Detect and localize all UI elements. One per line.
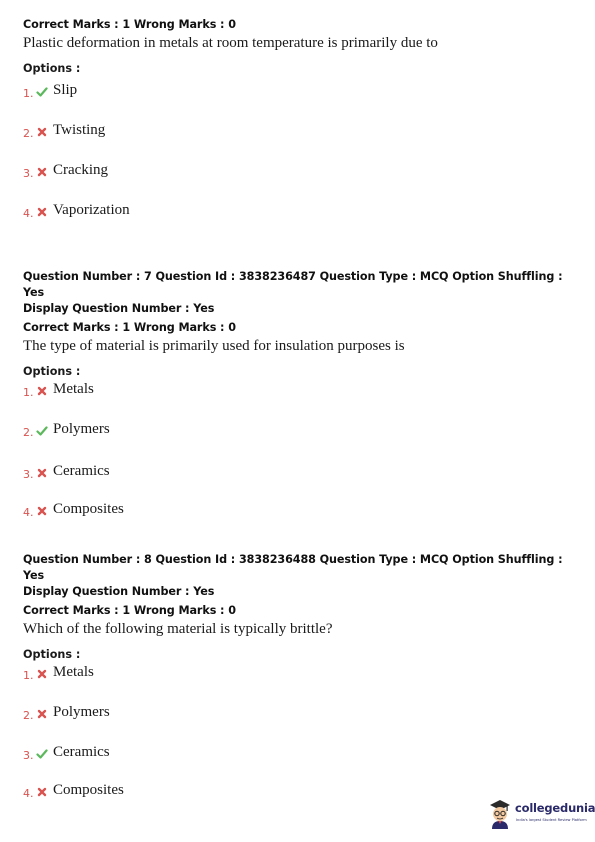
option-item <box>23 81 583 101</box>
option-text: Metals <box>53 381 94 397</box>
check-icon <box>36 748 48 760</box>
option-item <box>23 743 583 763</box>
option-number: 3. <box>23 167 34 180</box>
option-item <box>23 201 583 221</box>
collegedunia-logo <box>488 797 595 831</box>
marks-line: Correct Marks : 1 Wrong Marks : 0 <box>23 321 236 334</box>
cross-icon <box>36 166 48 178</box>
option-item <box>23 161 583 181</box>
cross-icon <box>36 206 48 218</box>
logo-tagline: India's largest Student Review Platform <box>516 818 587 822</box>
question-text: Plastic deformation in metals at room temperature is primarily due to <box>23 35 438 51</box>
cross-icon <box>36 505 48 517</box>
marks-line: Correct Marks : 1 Wrong Marks : 0 <box>23 604 236 617</box>
cross-icon <box>36 126 48 138</box>
cross-icon <box>36 708 48 720</box>
question-text: The type of material is primarily used for insulation purposes is <box>23 338 405 354</box>
display-line: Display Question Number : Yes <box>23 302 215 315</box>
option-number: 1. <box>23 87 34 100</box>
question-text: Which of the following material is typically brittle? <box>23 621 333 637</box>
options-label: Options : <box>23 62 81 75</box>
option-text: Polymers <box>53 704 110 720</box>
option-item <box>23 420 583 440</box>
logo-name: collegedunia <box>515 801 595 815</box>
check-icon <box>36 425 48 437</box>
check-icon <box>36 86 48 98</box>
option-text: Composites <box>53 782 124 798</box>
option-item <box>23 703 583 723</box>
option-number: 3. <box>23 749 34 762</box>
option-number: 2. <box>23 709 34 722</box>
option-text: Twisting <box>53 122 106 138</box>
option-number: 4. <box>23 506 34 519</box>
option-number: 1. <box>23 386 34 399</box>
option-number: 3. <box>23 468 34 481</box>
option-text: Metals <box>53 664 94 680</box>
question-block-8 <box>23 552 583 821</box>
question-header: Question Number : 7 Question Id : 3838236487 Question Type : MCQ Option Shuffling : Yes <box>23 270 563 299</box>
options-label: Options : <box>23 365 81 378</box>
option-item <box>23 121 583 141</box>
option-text: Cracking <box>53 162 108 178</box>
option-number: 4. <box>23 207 34 220</box>
option-item <box>23 663 583 683</box>
option-number: 2. <box>23 426 34 439</box>
cross-icon <box>36 786 48 798</box>
option-number: 4. <box>23 787 34 800</box>
mascot-icon <box>488 797 512 829</box>
option-text: Polymers <box>53 421 110 437</box>
options-label: Options : <box>23 648 81 661</box>
option-text: Ceramics <box>53 463 110 479</box>
cross-icon <box>36 467 48 479</box>
option-item <box>23 380 583 400</box>
option-text: Composites <box>53 501 124 517</box>
option-text: Vaporization <box>53 202 130 218</box>
option-number: 1. <box>23 669 34 682</box>
cross-icon <box>36 668 48 680</box>
option-text: Slip <box>53 82 78 98</box>
option-number: 2. <box>23 127 34 140</box>
question-block-7 <box>23 269 583 540</box>
option-item <box>23 500 583 520</box>
option-text: Ceramics <box>53 744 110 760</box>
option-item <box>23 462 583 482</box>
cross-icon <box>36 385 48 397</box>
marks-line: Correct Marks : 1 Wrong Marks : 0 <box>23 18 236 31</box>
display-line: Display Question Number : Yes <box>23 585 215 598</box>
question-header: Question Number : 8 Question Id : 3838236488 Question Type : MCQ Option Shuffling : Yes <box>23 553 563 582</box>
question-block-6 <box>23 17 583 241</box>
